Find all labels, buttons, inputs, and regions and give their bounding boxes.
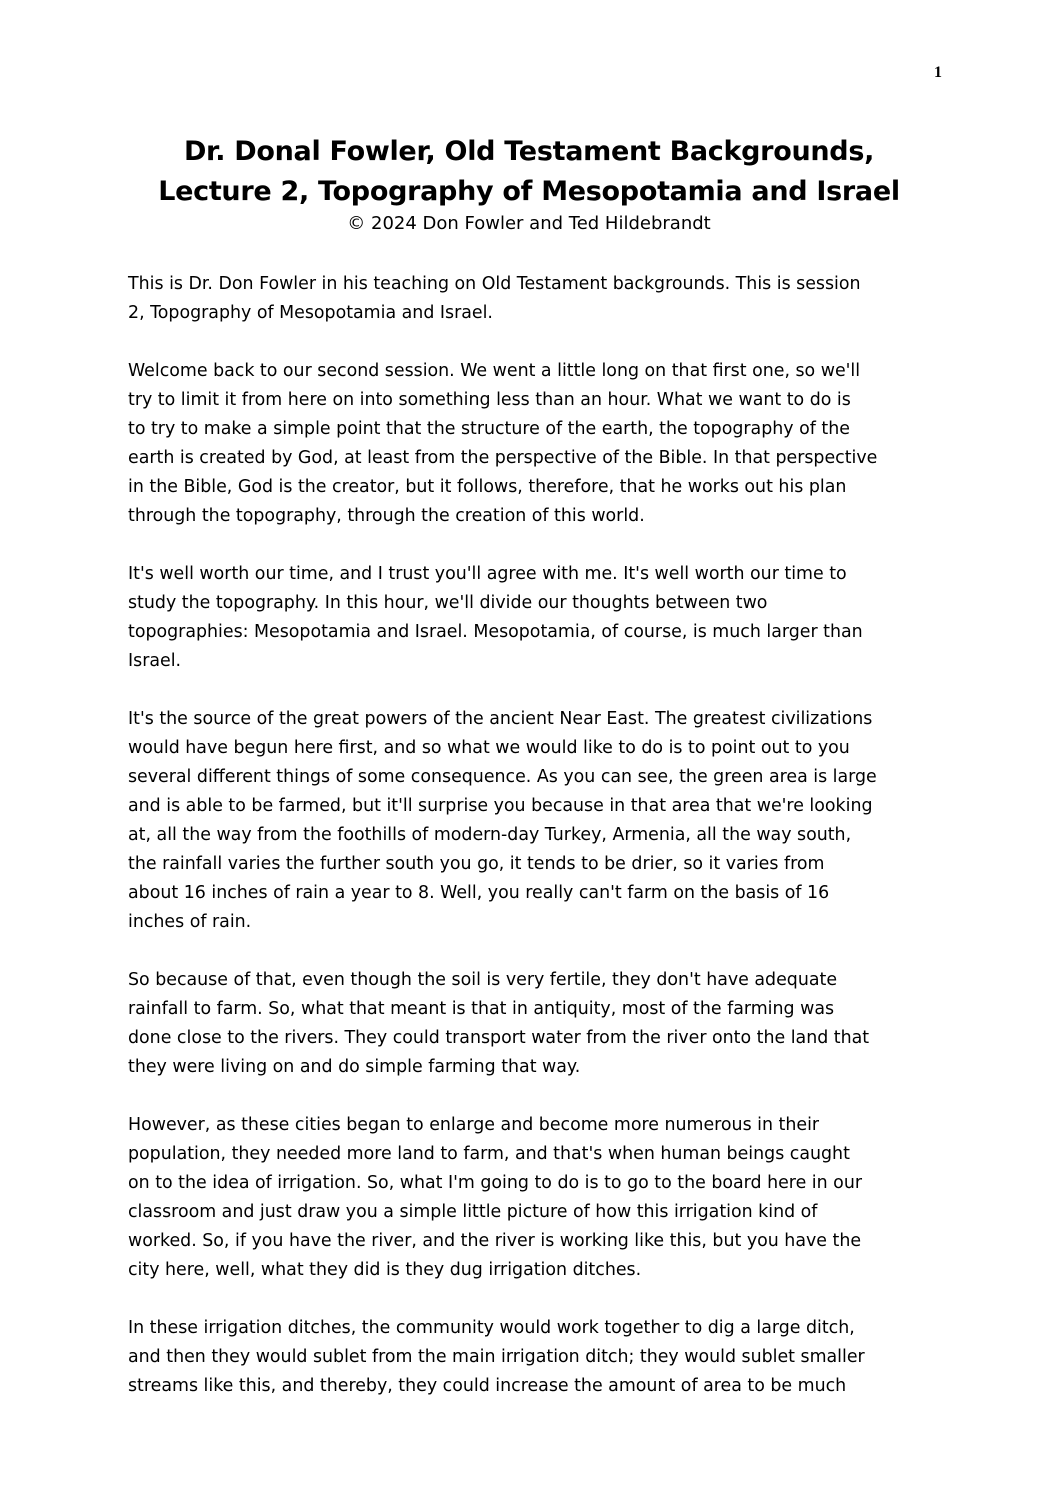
paragraph-line: topographies: Mesopotamia and Israel. Mesopotamia, of course, is much larger than	[128, 622, 863, 642]
paragraph-line: study the topography. In this hour, we'll divide our thoughts between two	[128, 593, 768, 613]
paragraph	[128, 357, 938, 531]
paragraph-line: city here, well, what they did is they dug irrigation ditches.	[128, 1260, 642, 1280]
paragraph	[128, 270, 938, 328]
paragraph-line: try to limit it from here on into something less than an hour. What we want to do is	[128, 390, 851, 410]
paragraph-line: would have begun here first, and so what we would like to do is to point out to you	[128, 738, 850, 758]
paragraph-line: 2, Topography of Mesopotamia and Israel.	[128, 303, 493, 323]
paragraph	[128, 1314, 938, 1401]
paragraph-line: In these irrigation ditches, the community would work together to dig a large ditch,	[128, 1318, 855, 1338]
paragraph-line: However, as these cities began to enlarge and become more numerous in their	[128, 1115, 820, 1135]
paragraph-line: and then they would sublet from the main irrigation ditch; they would sublet smaller	[128, 1347, 865, 1367]
title-line-1: Dr. Donal Fowler, Old Testament Backgrounds,	[183, 136, 875, 167]
paragraph	[128, 705, 938, 937]
paragraph-line: This is Dr. Don Fowler in his teaching on Old Testament backgrounds. This is session	[128, 274, 861, 294]
paragraph-line: to try to make a simple point that the structure of the earth, the topography of the	[128, 419, 850, 439]
paragraph-line: done close to the rivers. They could transport water from the river onto the land that	[128, 1028, 870, 1048]
paragraph-line: and is able to be farmed, but it'll surprise you because in that area that we're looking	[128, 796, 873, 816]
paragraph-line: through the topography, through the creation of this world.	[128, 506, 645, 526]
paragraph-line: at, all the way from the foothills of modern-day Turkey, Armenia, all the way south,	[128, 825, 852, 845]
page-number: 1	[934, 64, 942, 81]
paragraph-line: rainfall to farm. So, what that meant is that in antiquity, most of the farming was	[128, 999, 835, 1019]
paragraph-line: So because of that, even though the soil is very fertile, they don't have adequate	[128, 970, 838, 990]
paragraph-line: classroom and just draw you a simple little picture of how this irrigation kind of	[128, 1202, 818, 1222]
paragraph-line: they were living on and do simple farming that way.	[128, 1057, 581, 1077]
title-line-2: Lecture 2, Topography of Mesopotamia and Israel	[158, 176, 900, 207]
paragraph-line: several different things of some consequence. As you can see, the green area is large	[128, 767, 877, 787]
document-body	[128, 270, 938, 1430]
paragraph-line: the rainfall varies the further south you go, it tends to be drier, so it varies from	[128, 854, 825, 874]
copyright-notice: © 2024 Don Fowler and Ted Hildebrandt	[347, 213, 711, 234]
paragraph-line: streams like this, and thereby, they could increase the amount of area to be much	[128, 1376, 847, 1396]
paragraph	[128, 966, 938, 1082]
paragraph-line: population, they needed more land to farm, and that's when human beings caught	[128, 1144, 850, 1164]
title-block	[100, 132, 958, 236]
paragraph-line: worked. So, if you have the river, and the river is working like this, but you have the	[128, 1231, 862, 1251]
paragraph-line: on to the idea of irrigation. So, what I'm going to do is to go to the board here in our	[128, 1173, 862, 1193]
paragraph-line: about 16 inches of rain a year to 8. Well, you really can't farm on the basis of 16	[128, 883, 830, 903]
paragraph-line: inches of rain.	[128, 912, 252, 932]
paragraph-line: Israel.	[128, 651, 182, 671]
paragraph-line: It's well worth our time, and I trust you'll agree with me. It's well worth our time to	[128, 564, 847, 584]
paragraph-line: Welcome back to our second session. We went a little long on that first one, so we'll	[128, 361, 861, 381]
paragraph	[128, 1111, 938, 1285]
paragraph	[128, 560, 938, 676]
paragraph-line: in the Bible, God is the creator, but it follows, therefore, that he works out his plan	[128, 477, 847, 497]
paragraph-line: It's the source of the great powers of the ancient Near East. The greatest civilizations	[128, 709, 873, 729]
paragraph-line: earth is created by God, at least from the perspective of the Bible. In that perspective	[128, 448, 878, 468]
